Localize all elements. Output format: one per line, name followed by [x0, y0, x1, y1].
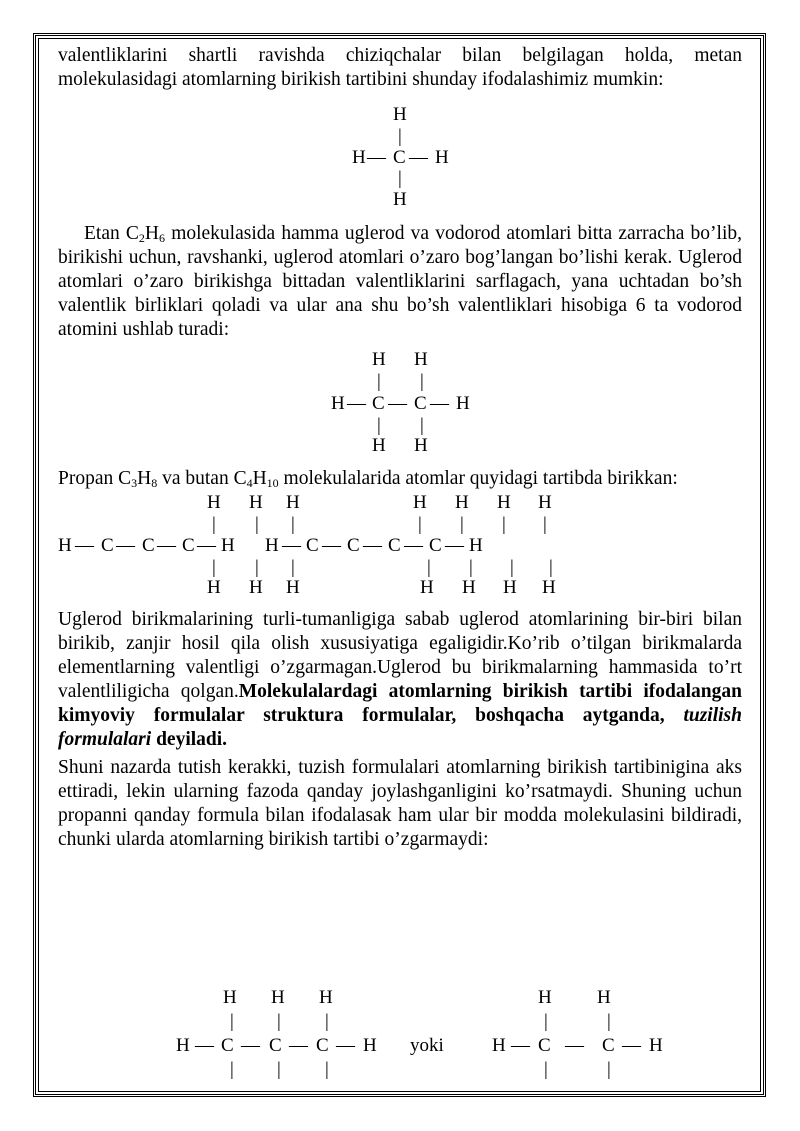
atom-h: H — [497, 492, 511, 513]
atom-h: H — [492, 1035, 506, 1056]
atom-h: H — [414, 349, 428, 370]
atom-h: H — [207, 492, 221, 513]
atom-h: H — [319, 987, 333, 1008]
term-tuzilish-formulalari: tuzilish formulalari — [58, 705, 742, 750]
bond-horizontal: — — [75, 535, 94, 556]
atom-c: C — [101, 535, 114, 556]
bond-horizontal: — — [430, 393, 449, 414]
bond-vertical: | — [277, 1011, 281, 1032]
bond-vertical: | — [460, 514, 464, 535]
atom-c: C — [372, 393, 385, 414]
bond-vertical: | — [543, 514, 547, 535]
bond-vertical: | — [277, 1059, 281, 1080]
bond-horizontal: — — [409, 147, 428, 168]
bond-horizontal: — — [367, 147, 386, 168]
atom-h: H — [597, 987, 611, 1008]
atom-h: H — [469, 535, 483, 556]
bond-vertical: | — [291, 557, 295, 578]
bond-horizontal: — — [289, 1035, 308, 1056]
atom-c: C — [429, 535, 442, 556]
bond-vertical: | — [325, 1011, 329, 1032]
bond-vertical: | — [212, 557, 216, 578]
atom-h: H — [58, 535, 72, 556]
bond-vertical: | — [469, 557, 473, 578]
bond-vertical: | — [230, 1059, 234, 1080]
bond-vertical: | — [377, 415, 381, 436]
atom-h: H — [503, 577, 517, 598]
atom-h: H — [542, 577, 556, 598]
bond-horizontal: — — [445, 535, 464, 556]
paragraph-propane-butane: Propan $C_3H_8$ va butan $C_4H_{10}$ molekulalarida atomlar quyidagi tartibda birikkan: — [58, 468, 678, 490]
bond-vertical: | — [420, 371, 424, 392]
atom-h: H — [221, 535, 235, 556]
atom-h: H — [414, 435, 428, 456]
bond-vertical: | — [607, 1011, 611, 1032]
atom-h: H — [538, 987, 552, 1008]
atom-h: H — [223, 987, 237, 1008]
bond-vertical: | — [544, 1059, 548, 1080]
atom-c: C — [538, 1035, 551, 1056]
atom-c: C — [306, 535, 319, 556]
bond-vertical: | — [255, 514, 259, 535]
bond-vertical: | — [549, 557, 553, 578]
bond-vertical: | — [510, 557, 514, 578]
paragraph-ethane: Etan $C_2H_6$ molekulasida hamma uglerod va vodorod atomlari bitta zarracha bo’lib, birikishi uchun, ravshanki, uglerod atomlari o’zaro bog’langan bo’lishi kerak. Uglerod atomlari o’zaro birikishga bittadan valentliklarini sarflagach, yana uchtadan bo’sh valentlik birliklari qoladi va ular ana shu bo’sh valentliklari hisobiga 6 ta vodorod atomini ushlab turadi: — [58, 223, 742, 340]
bond-horizontal: — — [282, 535, 301, 556]
atom-h: H — [372, 349, 386, 370]
bond-horizontal: — — [511, 1035, 530, 1056]
bond-horizontal: — — [322, 535, 341, 556]
atom-c: C — [269, 1035, 282, 1056]
bond-horizontal: — — [116, 535, 135, 556]
atom-c: C — [142, 535, 155, 556]
atom-h: H — [265, 535, 279, 556]
atom-h: H — [286, 577, 300, 598]
atom-h: H — [176, 1035, 190, 1056]
atom-h: H — [456, 393, 470, 414]
bond-horizontal: — — [565, 1035, 584, 1056]
atom-h: H — [271, 987, 285, 1008]
atom-h: H — [455, 492, 469, 513]
atom-h: H — [393, 189, 407, 210]
atom-h: H — [413, 492, 427, 513]
atom-h: H — [538, 492, 552, 513]
atom-h: H — [363, 1035, 377, 1056]
atom-c: C — [602, 1035, 615, 1056]
bond-vertical: | — [398, 168, 402, 189]
bond-vertical: | — [325, 1059, 329, 1080]
atom-h: H — [207, 577, 221, 598]
bond-horizontal: — — [157, 535, 176, 556]
atom-h: H — [649, 1035, 663, 1056]
bond-horizontal: — — [195, 1035, 214, 1056]
bond-horizontal: — — [388, 393, 407, 414]
bond-horizontal: — — [336, 1035, 355, 1056]
atom-c: C — [347, 535, 360, 556]
paragraph-methane-intro: valentliklarini shartli ravishda chiziqchalar bilan belgilagan holda, metan molekulasidagi atomlarning birikish tartibini shunday ifodalashimiz mumkin: — [58, 45, 742, 90]
bond-vertical: | — [420, 415, 424, 436]
yoki-word: yoki — [410, 1035, 444, 1056]
bond-vertical: | — [398, 126, 402, 147]
atom-h: H — [420, 577, 434, 598]
atom-c: C — [221, 1035, 234, 1056]
definition-bold: Molekulalardagi atomlarning birikish tartibi ifodalangan kimyoviy formulalar struktura formulalar, boshqacha aytganda, — [58, 681, 742, 726]
atom-c: C — [414, 393, 427, 414]
atom-h: H — [462, 577, 476, 598]
atom-h: H — [435, 147, 449, 168]
paragraph-propane-note: Shuni nazarda tutish kerakki, tuzish formulalari atomlarning birikish tartibinigina aks ettiradi, lekin ularning fazoda qanday joylashganligini ko’rsatmaydi. Shuning uchun propanni qanday formula bilan ifodalasak ham ular bir modda molekulasini bildiradi, chunki ularda atomlarning birikish tartibi o’zgarmaydi: — [58, 757, 742, 850]
bond-vertical: | — [607, 1059, 611, 1080]
bond-vertical: | — [502, 514, 506, 535]
bond-horizontal: — — [404, 535, 423, 556]
bond-vertical: | — [418, 514, 422, 535]
bond-vertical: | — [427, 557, 431, 578]
paragraph-structural-formulas: Uglerod birikmalarining turli-tumanligiga sabab uglerod atomlarining bir-biri bilan birikib, zanjir hosil qila olish xususiyatiga egaligidir.Ko’rib o’tilgan birikmalarda elementlarning valentligi o’zgarmagan.Uglerod bu birikmalarning hammasida to’rt valentliligicha qolgan.Molekulalardagi atomlarning birikish tartibi ifodalangan kimyoviy formulalar struktura formulalar, boshqacha aytganda, tuzilish formulalari deyiladi. — [58, 609, 742, 750]
atom-h: H — [331, 393, 345, 414]
atom-h: H — [393, 104, 407, 125]
bond-horizontal: — — [241, 1035, 260, 1056]
atom-h: H — [249, 492, 263, 513]
bond-vertical: | — [255, 557, 259, 578]
bond-horizontal: — — [347, 393, 366, 414]
bond-horizontal: — — [197, 535, 216, 556]
bond-horizontal: — — [363, 535, 382, 556]
atom-c: C — [388, 535, 401, 556]
bond-vertical: | — [212, 514, 216, 535]
atom-c: C — [316, 1035, 329, 1056]
atom-h: H — [372, 435, 386, 456]
atom-c: C — [393, 147, 406, 168]
atom-c: C — [182, 535, 195, 556]
atom-h: H — [286, 492, 300, 513]
atom-h: H — [249, 577, 263, 598]
bond-vertical: | — [291, 514, 295, 535]
bond-vertical: | — [377, 371, 381, 392]
bond-horizontal: — — [622, 1035, 641, 1056]
bond-vertical: | — [230, 1011, 234, 1032]
atom-h: H — [352, 147, 366, 168]
bond-vertical: | — [544, 1011, 548, 1032]
